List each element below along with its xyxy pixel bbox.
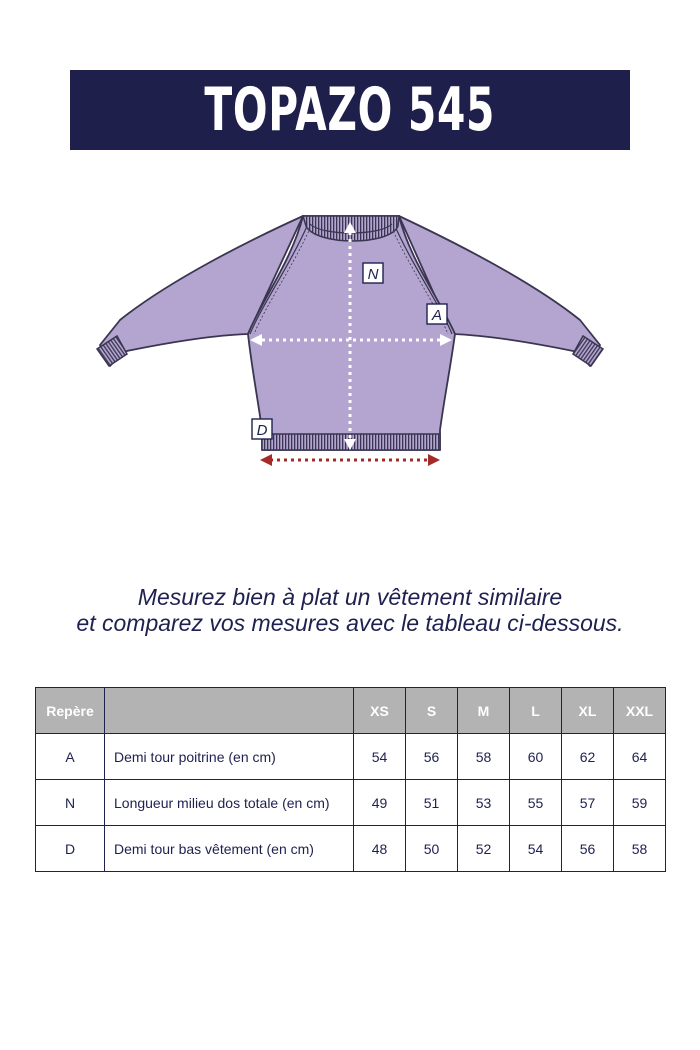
table-row xyxy=(36,826,666,872)
instruction-line-2: et comparez vos mesures avec le tableau ci-dessous. xyxy=(76,610,624,636)
cell-value: 52 xyxy=(458,826,510,872)
cell-value: 64 xyxy=(614,734,666,780)
cell-value: 55 xyxy=(510,780,562,826)
row-ref: N xyxy=(36,780,105,826)
header-desc xyxy=(105,688,354,734)
header-size-m: M xyxy=(458,688,510,734)
table-header-row xyxy=(36,688,666,734)
label-n: N xyxy=(367,266,379,283)
cell-value: 50 xyxy=(406,826,458,872)
cell-value: 59 xyxy=(614,780,666,826)
product-title: TOPAZO 545 xyxy=(204,75,496,145)
cell-value: 57 xyxy=(562,780,614,826)
cell-value: 54 xyxy=(510,826,562,872)
cell-value: 60 xyxy=(510,734,562,780)
instruction-line-1: Mesurez bien à plat un vêtement similaire xyxy=(137,584,563,610)
header-size-l: L xyxy=(510,688,562,734)
measure-instructions xyxy=(0,584,700,636)
cell-value: 56 xyxy=(562,826,614,872)
row-desc: Longueur milieu dos totale (en cm) xyxy=(105,780,354,826)
header-size-xl: XL xyxy=(562,688,614,734)
title-banner xyxy=(70,70,630,150)
header-size-s: S xyxy=(406,688,458,734)
table-row xyxy=(36,780,666,826)
cell-value: 58 xyxy=(458,734,510,780)
cell-value: 53 xyxy=(458,780,510,826)
cell-value: 54 xyxy=(354,734,406,780)
size-table xyxy=(35,687,666,872)
sweater-diagram xyxy=(0,180,700,500)
cell-value: 62 xyxy=(562,734,614,780)
cell-value: 56 xyxy=(406,734,458,780)
table-row xyxy=(36,734,666,780)
row-desc: Demi tour poitrine (en cm) xyxy=(105,734,354,780)
row-ref: D xyxy=(36,826,105,872)
header-ref: Repère xyxy=(36,688,105,734)
row-desc: Demi tour bas vêtement (en cm) xyxy=(105,826,354,872)
header-size-xs: XS xyxy=(354,688,406,734)
label-a: A xyxy=(431,307,443,324)
cell-value: 49 xyxy=(354,780,406,826)
cell-value: 58 xyxy=(614,826,666,872)
header-size-xxl: XXL xyxy=(614,688,666,734)
cell-value: 48 xyxy=(354,826,406,872)
cell-value: 51 xyxy=(406,780,458,826)
label-d: D xyxy=(256,422,268,439)
row-ref: A xyxy=(36,734,105,780)
